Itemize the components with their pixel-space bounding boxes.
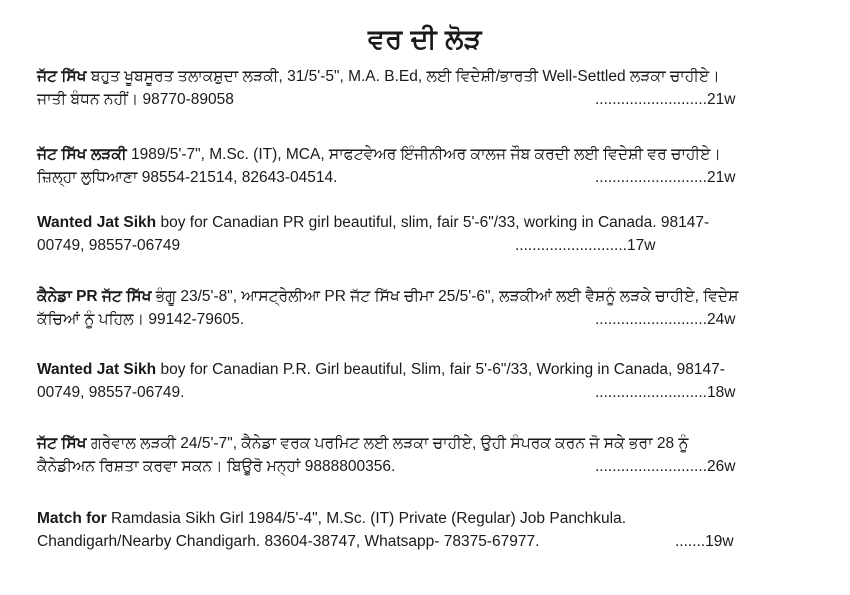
ad-heading: ਕੈਨੇਡਾ PR ਜੱਟ ਸਿੱਖ [37,288,152,305]
ad-line-2: 00749, 98557-06749. [37,384,185,401]
ad-text: ਗਰੇਵਾਲ ਲੜਕੀ 24/5'-7", ਕੈਨੇਡਾ ਵਰਕ ਪਰਮਿਟ ਲਈ ਲੜਕਾ ਚਾਹੀਏ, ਉਹੀ ਸੰਪਰਕ ਕਰਨ ਜੋ ਸਕੇ ਭਰਾ 28 ਨੂੰ [86,435,689,452]
ad-line-1 [37,432,817,455]
ad-reference: ..........................26w [595,458,736,475]
ad-reference: ..........................24w [595,311,736,328]
ad-reference: .......19w [675,533,734,550]
matrimonial-ad [37,432,817,478]
ad-reference: ..........................17w [515,237,656,254]
page-title: ਵਰ ਦੀ ਲੋੜ [367,24,483,54]
ad-heading: Wanted Jat Sikh [37,214,157,231]
ad-heading: Wanted Jat Sikh [37,361,157,378]
ad-line-1 [37,143,817,166]
ad-heading: ਜੱਟ ਸਿੱਖ [37,68,87,85]
ad-line-1 [37,211,817,234]
ad-text: Ramdasia Sikh Girl 1984/5'-4", M.Sc. (IT) Private (Regular) Job Panchkula. [106,510,627,527]
ad-reference: ..........................21w [595,91,736,108]
ad-line-1 [37,507,817,530]
ad-line-2: ਕੱਚਿਆਂ ਨੂੰ ਪਹਿਲ। 99142-79605. [37,311,245,328]
ad-line-1 [37,65,817,88]
ad-line-2: Chandigarh/Nearby Chandigarh. 83604-38747, Whatsapp- 78375-67977. [37,533,540,550]
ad-heading: Match for [37,510,107,527]
ad-line-2: ਜਾਤੀ ਬੰਧਨ ਨਹੀਂ। 98770-89058 [37,91,234,108]
ad-text: 1989/5'-7", M.Sc. (IT), MCA, ਸਾਫਟਵੇਅਰ ਇੰਜੀਨੀਅਰ ਕਾਲਜ ਜੌਬ ਕਰਦੀ ਲਈ ਵਿਦੇਸ਼ੀ ਵਰ ਚਾਹੀਏ। [126,146,721,163]
ad-text: ਬਹੁਤ ਖੂਬਸੂਰਤ ਤਲਾਕਸ਼ੁਦਾ ਲੜਕੀ, 31/5'-5", M.A. B.Ed, ਲਈ ਵਿਦੇਸ਼ੀ/ਭਾਰਤੀ Well-Settled ਲੜਕਾ ਚਾਹੀਏ। [86,68,720,85]
ad-text: ਭੰਗੂ 23/5'-8", ਆਸਟ੍ਰੇਲੀਆ PR ਜੱਟ ਸਿੱਖ ਚੀਮਾ 25/5'-6", ਲੜਕੀਆਂ ਲਈ ਵੈਸ਼ਨੂੰ ਲੜਕੇ ਚਾਹੀਏ, ਵਿਦੇਸ਼ [151,288,739,305]
ad-line-2: 00749, 98557-06749 [37,237,181,254]
ad-text: boy for Canadian P.R. Girl beautiful, Slim, fair 5'-6"/33, Working in Canada, 98147- [156,361,725,378]
matrimonial-ad [37,211,817,257]
ad-reference: ..........................21w [595,169,736,186]
matrimonial-ad [37,358,817,404]
ad-heading: ਜੱਟ ਸਿੱਖ [37,146,87,163]
ad-line-2: ਕੈਨੇਡੀਅਨ ਰਿਸ਼ਤਾ ਕਰਵਾ ਸਕਨ। ਬਿਊਰੋ ਮਨ੍ਹਾਂ 9888800356. [37,458,396,475]
ad-line-1 [37,285,817,308]
matrimonial-ad [37,507,817,553]
matrimonial-ad [37,65,817,111]
ad-reference: ..........................18w [595,384,736,401]
ad-text: boy for Canadian PR girl beautiful, slim, fair 5'-6"/33, working in Canada. 98147- [156,214,710,231]
ad-line-2: ਜ਼ਿਲ੍ਹਾ ਲੁਧਿਆਣਾ 98554-21514, 82643-04514. [37,169,338,186]
ad-heading: ਜੱਟ ਸਿੱਖ [37,435,87,452]
matrimonial-ad [37,143,817,189]
matrimonial-ad [37,285,817,331]
ad-heading-suffix: ਲੜਕੀ [86,146,127,163]
ad-line-1 [37,358,817,381]
